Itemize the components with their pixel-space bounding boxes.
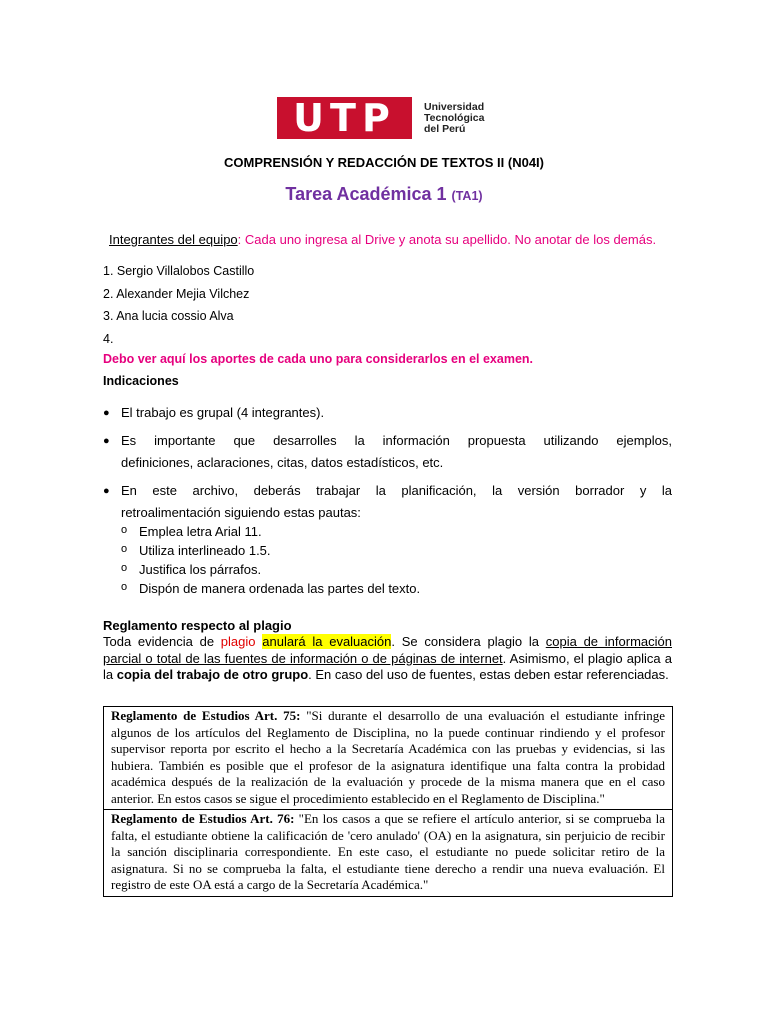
regulation-text: "En los casos a que se refiere el artículo anterior, si se comprueba la falta, el estudiante obtiene la calificación de 'cero anulado' (OA) en la asignatura, sin perjuicio de recibir la sanción disciplinaria correspondiente. En este caso, el estudiante no puede solicitar retiro de la asignatura. Si no se comprueba la falta, el estudiante tiene derecho a rendir una nueva evaluación. El registro de este OA está a cargo de la Secretaría Académica." (111, 811, 666, 892)
regulation-heading: Reglamento de Estudios Art. 76: (111, 811, 295, 826)
indication-text: El trabajo es grupal (4 integrantes). (121, 405, 325, 420)
plagiarism-text: Toda evidencia de (103, 634, 221, 649)
indication-text: ● Es importante que desarrolles la información propuesta utilizando ejemplos, (121, 433, 672, 448)
indication-item (103, 480, 672, 598)
team-colon: : (237, 232, 242, 247)
utp-logo-text (424, 102, 484, 135)
team-member: 1. Sergio Villalobos Castillo (103, 264, 255, 278)
plagiarism-word: plagio (220, 634, 256, 649)
team-member: 2. Alexander Mejia Vilchez (103, 286, 250, 301)
course-title: COMPRENSIÓN Y REDACCIÓN DE TEXTOS II (N04I) (224, 155, 544, 170)
indication-text: ● En este archivo, deberás trabajar la planificación, la versión borrador y la (121, 483, 672, 498)
team-member: 3. Ana lucia cossio Alva (103, 309, 234, 323)
team-instructions (109, 232, 669, 248)
indication-text: definiciones, aclaraciones, citas, datos estadísticos, etc. (121, 455, 444, 470)
task-code: (TA1) (451, 189, 483, 203)
team-member: 4. (103, 331, 114, 346)
regulation-text: "Si durante el desarrollo de una evaluación el estudiante infringe algunos de los artículos del Reglamento de Disciplina, no la puede continuar rindiendo y el profesor supervisor reporta por escrito el hecho a la Secretaría Académica con las pruebas y evidencias, si las hubiera. También es posible que el profesor de la asignatura identifique una falta contra la probidad académica después de la realización de la evaluación y procede de la misma manera que en el caso anterior. En estos casos se sigue el procedimiento establecido en el Reglamento de Disciplina." (111, 708, 666, 806)
regulation-heading: Reglamento de Estudios Art. 75: (111, 708, 301, 723)
plagiarism-paragraph (103, 634, 672, 684)
indications-title: Indicaciones (103, 374, 179, 388)
utp-logo (277, 97, 484, 139)
plagiarism-highlight: anulará la evaluación (262, 634, 392, 649)
plagiarism-text: . Asimismo, el plagio aplica a la (103, 650, 672, 682)
task-name: Tarea Académica 1 (285, 184, 447, 204)
team-note: Cada uno ingresa al Drive y anota su apellido. No anotar de los demás. (241, 232, 657, 247)
indication-subitem: o Dispón de manera ordenada las partes del texto. (121, 579, 672, 598)
task-title (0, 184, 768, 205)
indication-sublist (121, 522, 672, 598)
team-label: Integrantes del equipo (109, 232, 238, 247)
logo-line-2: Tecnológica (424, 111, 485, 124)
team-members-list (103, 263, 254, 353)
indications-list (103, 402, 672, 604)
logo-line-3: del Perú (424, 122, 466, 135)
plagiarism-text: . En caso del uso de fuentes, estas deben estar referenciadas. (308, 667, 669, 682)
regulations-table (103, 706, 673, 897)
utp-logo-box (277, 97, 412, 139)
plagiarism-title: Reglamento respecto al plagio (103, 618, 292, 633)
utp-logo-letters: UTP (293, 96, 396, 140)
plagiarism-text: . Se considera plagio la (391, 634, 546, 649)
plagiarism-bold: copia del trabajo de otro grupo (116, 667, 309, 682)
plagiarism-underlined: copia de información parcial o total de las fuentes de información o de páginas de internet (103, 634, 672, 666)
indication-item (103, 430, 672, 474)
indication-text: retroalimentación siguiendo estas pautas: (121, 505, 361, 520)
indication-item (103, 402, 672, 424)
indication-subitem: o Utiliza interlineado 1.5. (121, 541, 672, 560)
regulation-row-art-75 (104, 707, 672, 809)
logo-line-1: Universidad (424, 100, 485, 113)
regulation-row-art-76 (104, 809, 672, 896)
indication-subitem: o Emplea letra Arial 11. (121, 522, 672, 541)
indication-subitem: o Justifica los párrafos. (121, 560, 672, 579)
alert-note: Debo ver aquí los aportes de cada uno para considerarlos en el examen. (103, 352, 534, 366)
